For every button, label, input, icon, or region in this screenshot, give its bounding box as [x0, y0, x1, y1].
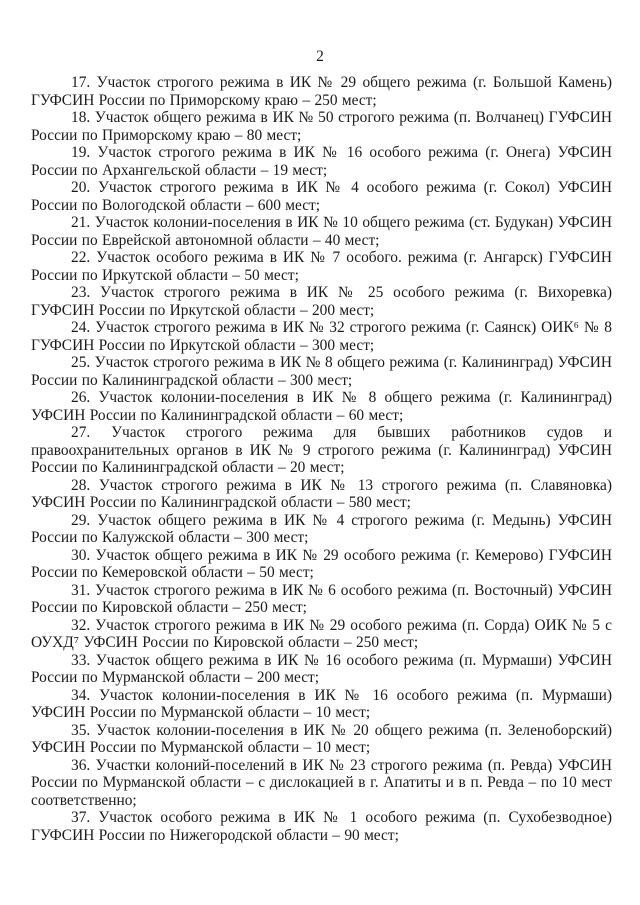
list-item-18: 18. Участок общего режима в ИК № 50 строгого режима (п. Волчанец) ГУФСИН России по Приморскому краю – 80 мест;	[31, 109, 612, 144]
list-item-19: 19. Участок строгого режима в ИК № 16 особого режима (г. Онега) УФСИН России по Архангельской области – 19 мест;	[31, 144, 612, 179]
list-item-20: 20. Участок строгого режима в ИК № 4 особого режима (г. Сокол) УФСИН России по Вологодской области – 600 мест;	[31, 179, 612, 214]
list-item-27: 27. Участок строгого режима для бывших работников судов и правоохранительных органов в ИК № 9 строгого режима (г. Калининград) УФСИН России по Калининградской области – 20 мест;	[31, 424, 612, 476]
list-item-29: 29. Участок общего режима в ИК № 4 строгого режима (г. Медынь) УФСИН России по Калужской области – 300 мест;	[31, 511, 612, 546]
page-number: 2	[316, 48, 324, 65]
list-item-37: 37. Участок особого режима в ИК № 1 особого режима (п. Сухобезводное) ГУФСИН России по Нижегородской области – 90 мест;	[31, 809, 612, 844]
list-item-30: 30. Участок общего режима в ИК № 29 особого режима (г. Кемерово) ГУФСИН России по Кемеровской области – 50 мест;	[31, 546, 612, 581]
list-item-34: 34. Участок колонии-поселения в ИК № 16 особого режима (п. Мурмаши) УФСИН России по Мурманской области – 10 мест;	[31, 686, 612, 721]
list-item-28: 28. Участок строгого режима в ИК № 13 строгого режима (п. Славяновка) УФСИН России по Калининградской области – 580 мест;	[31, 476, 612, 511]
document-body	[31, 74, 612, 844]
list-item-26: 26. Участок колонии-поселения в ИК № 8 общего режима (г. Калининград) УФСИН России по Калининградской области – 60 мест;	[31, 389, 612, 424]
list-item-24: 24. Участок строгого режима в ИК № 32 строгого режима (г. Саянск) ОИК⁶ № 8 ГУФСИН России по Иркутской области – 300 мест;	[31, 319, 612, 354]
list-item-35: 35. Участок колонии-поселения в ИК № 20 общего режима (п. Зеленоборский) УФСИН России по Мурманской области – 10 мест;	[31, 721, 612, 756]
list-item-31: 31. Участок строгого режима в ИК № 6 особого режима (п. Восточный) УФСИН России по Кировской области – 250 мест;	[31, 581, 612, 616]
list-item-25: 25. Участок строгого режима в ИК № 8 общего режима (г. Калининград) УФСИН России по Калининградской области – 300 мест;	[31, 354, 612, 389]
list-item-33: 33. Участок общего режима в ИК № 16 особого режима (п. Мурмаши) УФСИН России по Мурманской области – 200 мест;	[31, 651, 612, 686]
list-item-17: 17. Участок строгого режима в ИК № 29 общего режима (г. Большой Камень) ГУФСИН России по Приморскому краю – 250 мест;	[31, 74, 612, 109]
list-item-22: 22. Участок особого режима в ИК № 7 особого. режима (г. Ангарск) ГУФСИН России по Иркутской области – 50 мест;	[31, 249, 612, 284]
list-item-21: 21. Участок колонии-поселения в ИК № 10 общего режима (ст. Будукан) УФСИН России по Еврейской автономной области – 40 мест;	[31, 214, 612, 249]
list-item-36: 36. Участки колоний-поселений в ИК № 23 строгого режима (п. Ревда) УФСИН России по Мурманской области – с дислокацией в г. Апатиты и в п. Ревда – по 10 мест соответственно;	[31, 756, 612, 809]
list-item-23: 23. Участок строгого режима в ИК № 25 особого режима (г. Вихоревка) ГУФСИН России по Иркутской области – 200 мест;	[31, 284, 612, 319]
list-item-32: 32. Участок строгого режима в ИК № 29 особого режима (п. Сорда) ОИК № 5 с ОУХД⁷ УФСИН России по Кировской области – 250 мест;	[31, 616, 612, 651]
